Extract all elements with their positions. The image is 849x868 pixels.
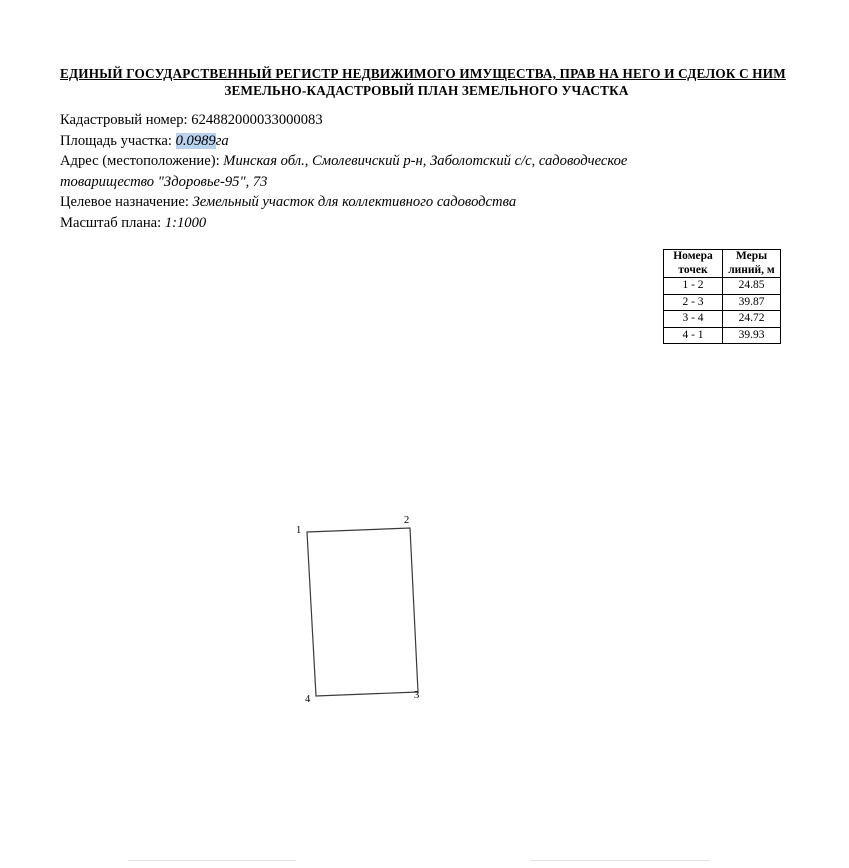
field-address-continuation	[60, 172, 800, 193]
plan-title: ЗЕМЕЛЬНО-КАДАСТРОВЫЙ ПЛАН ЗЕМЕЛЬНОГО УЧАСТКА	[224, 83, 629, 98]
header-length	[723, 250, 781, 278]
parcel-polygon-svg	[280, 510, 450, 720]
strip-segment	[128, 860, 296, 861]
area-unit: га	[215, 132, 229, 149]
page-bottom-strip	[0, 854, 849, 868]
parcel-drawing	[280, 510, 450, 720]
vertex-label-1: 1	[296, 525, 302, 536]
address-label: Адрес (местоположение):	[60, 153, 220, 169]
cell-points: 2 - 3	[664, 294, 723, 311]
cadastral-number-label: Кадастровый номер:	[60, 112, 188, 128]
registry-title: ЕДИНЫЙ ГОСУДАРСТВЕННЫЙ РЕГИСТР НЕДВИЖИМОГО ИМУЩЕСТВА, ПРАВ НА НЕГО И СДЕЛОК С НИМ	[60, 66, 786, 81]
table-row	[664, 278, 781, 295]
table-row	[664, 311, 781, 328]
table-row	[664, 294, 781, 311]
table-header-row	[664, 250, 781, 278]
cell-length: 24.72	[723, 311, 781, 328]
address-value-line1: Минская обл., Смолевичский р-н, Заболотский с/с, садоводческое	[223, 153, 628, 169]
document-header	[60, 66, 800, 99]
field-purpose	[60, 192, 800, 213]
header-length-line1: Меры	[735, 250, 768, 262]
field-scale	[60, 213, 800, 234]
header-length-line2: линий, м	[728, 263, 775, 276]
strip-segment	[530, 860, 710, 861]
area-label: Площадь участка:	[60, 132, 172, 149]
cell-points: 3 - 4	[664, 311, 723, 328]
document-fields	[60, 110, 800, 233]
vertex-label-3: 3	[414, 690, 420, 701]
area-value-highlighted[interactable]: 0.0989	[175, 132, 216, 149]
field-address	[60, 151, 800, 172]
header-points	[664, 250, 723, 278]
scale-label: Масштаб плана:	[60, 214, 162, 231]
cell-length: 39.87	[723, 294, 781, 311]
cell-length: 24.85	[723, 278, 781, 295]
field-cadastral-number	[60, 110, 800, 131]
header-points-line1: Номера	[673, 250, 713, 262]
purpose-value: Земельный участок для коллективного садоводства	[192, 194, 517, 210]
parcel-boundary	[307, 528, 418, 696]
field-area	[60, 131, 800, 152]
address-value-line2: товарищество "Здоровье-95", 73	[60, 173, 268, 190]
cadastral-number-value: 624882000033000083	[191, 112, 323, 128]
vertex-label-2: 2	[404, 515, 410, 526]
cell-points: 1 - 2	[664, 278, 723, 295]
purpose-label: Целевое назначение:	[60, 194, 189, 210]
scale-value: 1:1000	[164, 214, 207, 231]
measurements-table	[663, 249, 781, 344]
vertex-label-4: 4	[305, 694, 311, 705]
header-points-line2: точек	[678, 263, 708, 276]
table-row	[664, 327, 781, 344]
cell-length: 39.93	[723, 327, 781, 344]
cell-points: 4 - 1	[664, 327, 723, 344]
